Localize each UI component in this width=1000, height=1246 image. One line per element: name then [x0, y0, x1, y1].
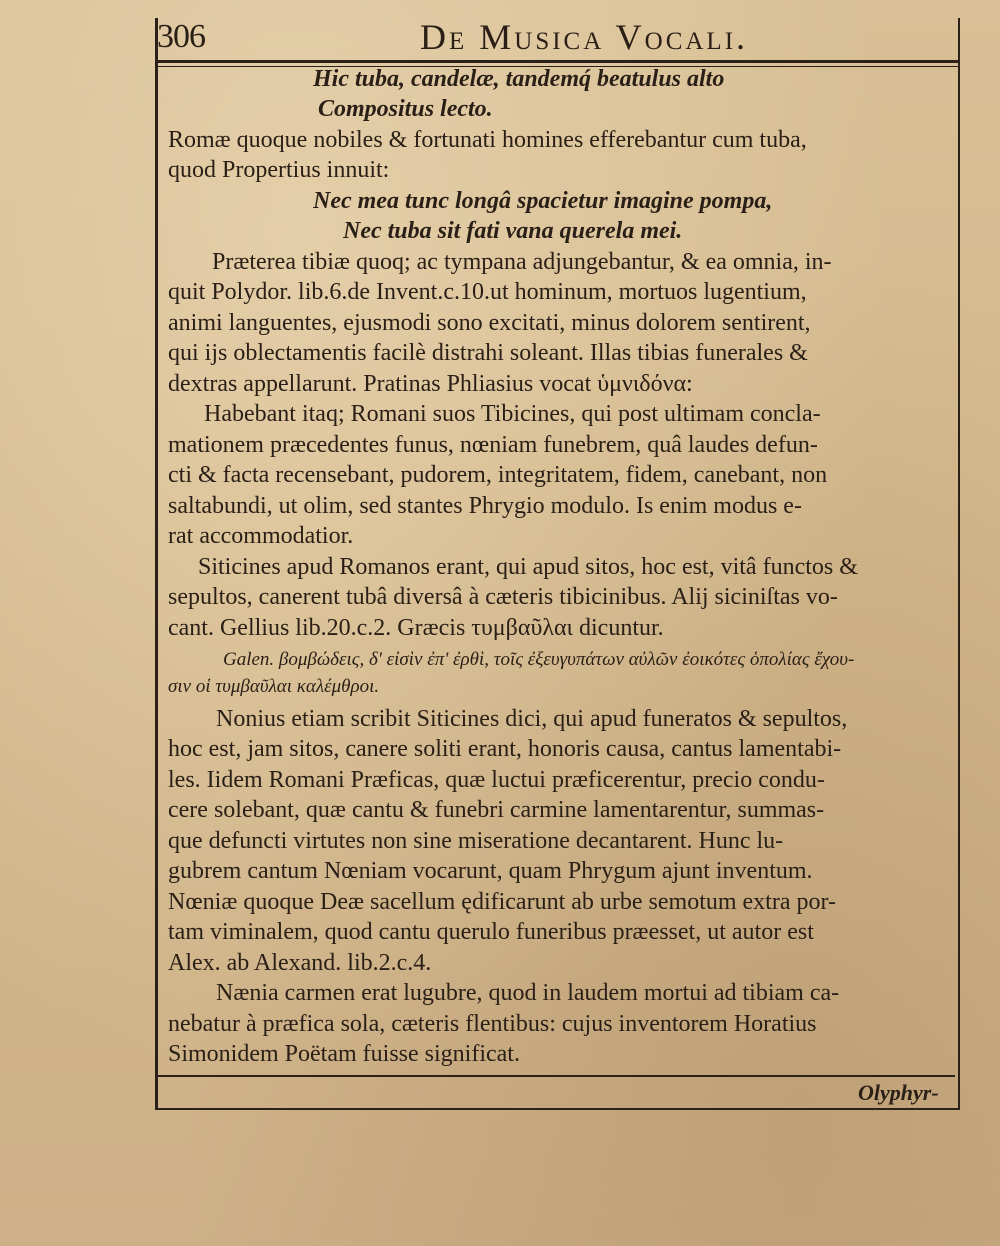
text-line: rat accommodatior. [168, 523, 354, 549]
catchword: Olyphyr- [858, 1080, 939, 1105]
text-line: tam viminalem, quod cantu querulo funeribus præesset, ut autor est [168, 919, 814, 945]
text-line: Compositus lecto. [318, 96, 493, 122]
text-line: sepultos, canerent tubâ diversâ à cæteris tibicinibus. Alij siciniſtas vo- [168, 584, 838, 610]
text-line: que defuncti virtutes non sine miseratione decantarent. Hunc lu- [168, 828, 784, 854]
page-number: 306 [157, 18, 205, 55]
text-line: Nec tuba sit fati vana querela mei. [343, 218, 683, 244]
text-line: hoc est, jam sitos, canere soliti erant, honoris causa, cantus lamentabi- [168, 736, 842, 762]
text-line: Galen. βομβώδεις, δ' εἰσὶν ἐπ' ἐρθὶ, τοῖς ἐξευγυπάτων αὐλῶν ἐοικότες ὁπολίας ἔχου- [223, 649, 855, 670]
text-line: cti & facta recensebant, pudorem, integritatem, fidem, canebant, non [168, 462, 828, 488]
text-line: saltabundi, ut olim, sed stantes Phrygio modulo. Is enim modus e- [168, 493, 802, 519]
text-line: cant. Gellius lib.20.c.2. Græcis τυμβαῦλαι dicuntur. [168, 615, 664, 641]
text-line: Hic tuba, candelæ, tandemq́ beatulus alto [313, 66, 725, 92]
text-line: quod Propertius innuit: [168, 157, 390, 183]
text-line: Siticines apud Romanos erant, qui apud sitos, hoc est, vitâ functos & [198, 554, 858, 580]
text-line: animi languentes, ejusmodi sono excitati, minus dolorem sentirent, [168, 310, 811, 336]
text-line: Alex. ab Alexand. lib.2.c.4. [168, 950, 432, 976]
text-line: Nænia carmen erat lugubre, quod in laudem mortui ad tibiam ca- [216, 980, 840, 1006]
text-line: gubrem cantum Nœniam vocarunt, quam Phrygum ajunt inventum. [168, 858, 813, 884]
text-line: qui ijs oblectamentis facilè distrahi soleant. Illas tibias funerales & [168, 340, 808, 366]
text-line: mationem præcedentes funus, nœniam funebrem, quâ laudes defun- [168, 432, 818, 458]
text-line: cere solebant, quæ cantu & funebri carmine lamentarentur, summas- [168, 797, 825, 823]
text-line: quit Polydor. lib.6.de Invent.c.10.ut hominum, mortuos lugentium, [168, 279, 807, 305]
text-line: dextras appellarunt. Pratinas Phliasius vocat ὑμνιδόνα: [168, 371, 693, 397]
text-line: Simonidem Poëtam fuisse significat. [168, 1041, 520, 1067]
text-line: les. Iidem Romani Præficas, quæ luctui præficerentur, precio condu- [168, 767, 825, 793]
text-line: Nœniæ quoque Deæ sacellum ędificarunt ab urbe semotum extra por- [168, 889, 836, 915]
text-line: Nonius etiam scribit Siticines dici, qui apud funeratos & sepultos, [216, 706, 848, 732]
text-line: nebatur à præfica sola, cæteris flentibus: cujus inventorem Horatius [168, 1011, 817, 1037]
text-line: Habebant itaq; Romani suos Tibicines, qui post ultimam concla- [204, 401, 821, 427]
text-line: σιν οἱ τυμβαῦλαι καλέμθροι. [168, 676, 380, 697]
text-line: Romæ quoque nobiles & fortunati homines efferebantur cum tuba, [168, 127, 807, 153]
running-title: De Musica Vocali. [420, 17, 749, 57]
text-line: Nec mea tunc longâ spacietur imagine pompa, [313, 188, 773, 214]
footer-rule [158, 1075, 955, 1077]
text-line: Præterea tibiæ quoq; ac tympana adjungebantur, & ea omnia, in- [212, 249, 832, 275]
header-rule [155, 60, 958, 63]
